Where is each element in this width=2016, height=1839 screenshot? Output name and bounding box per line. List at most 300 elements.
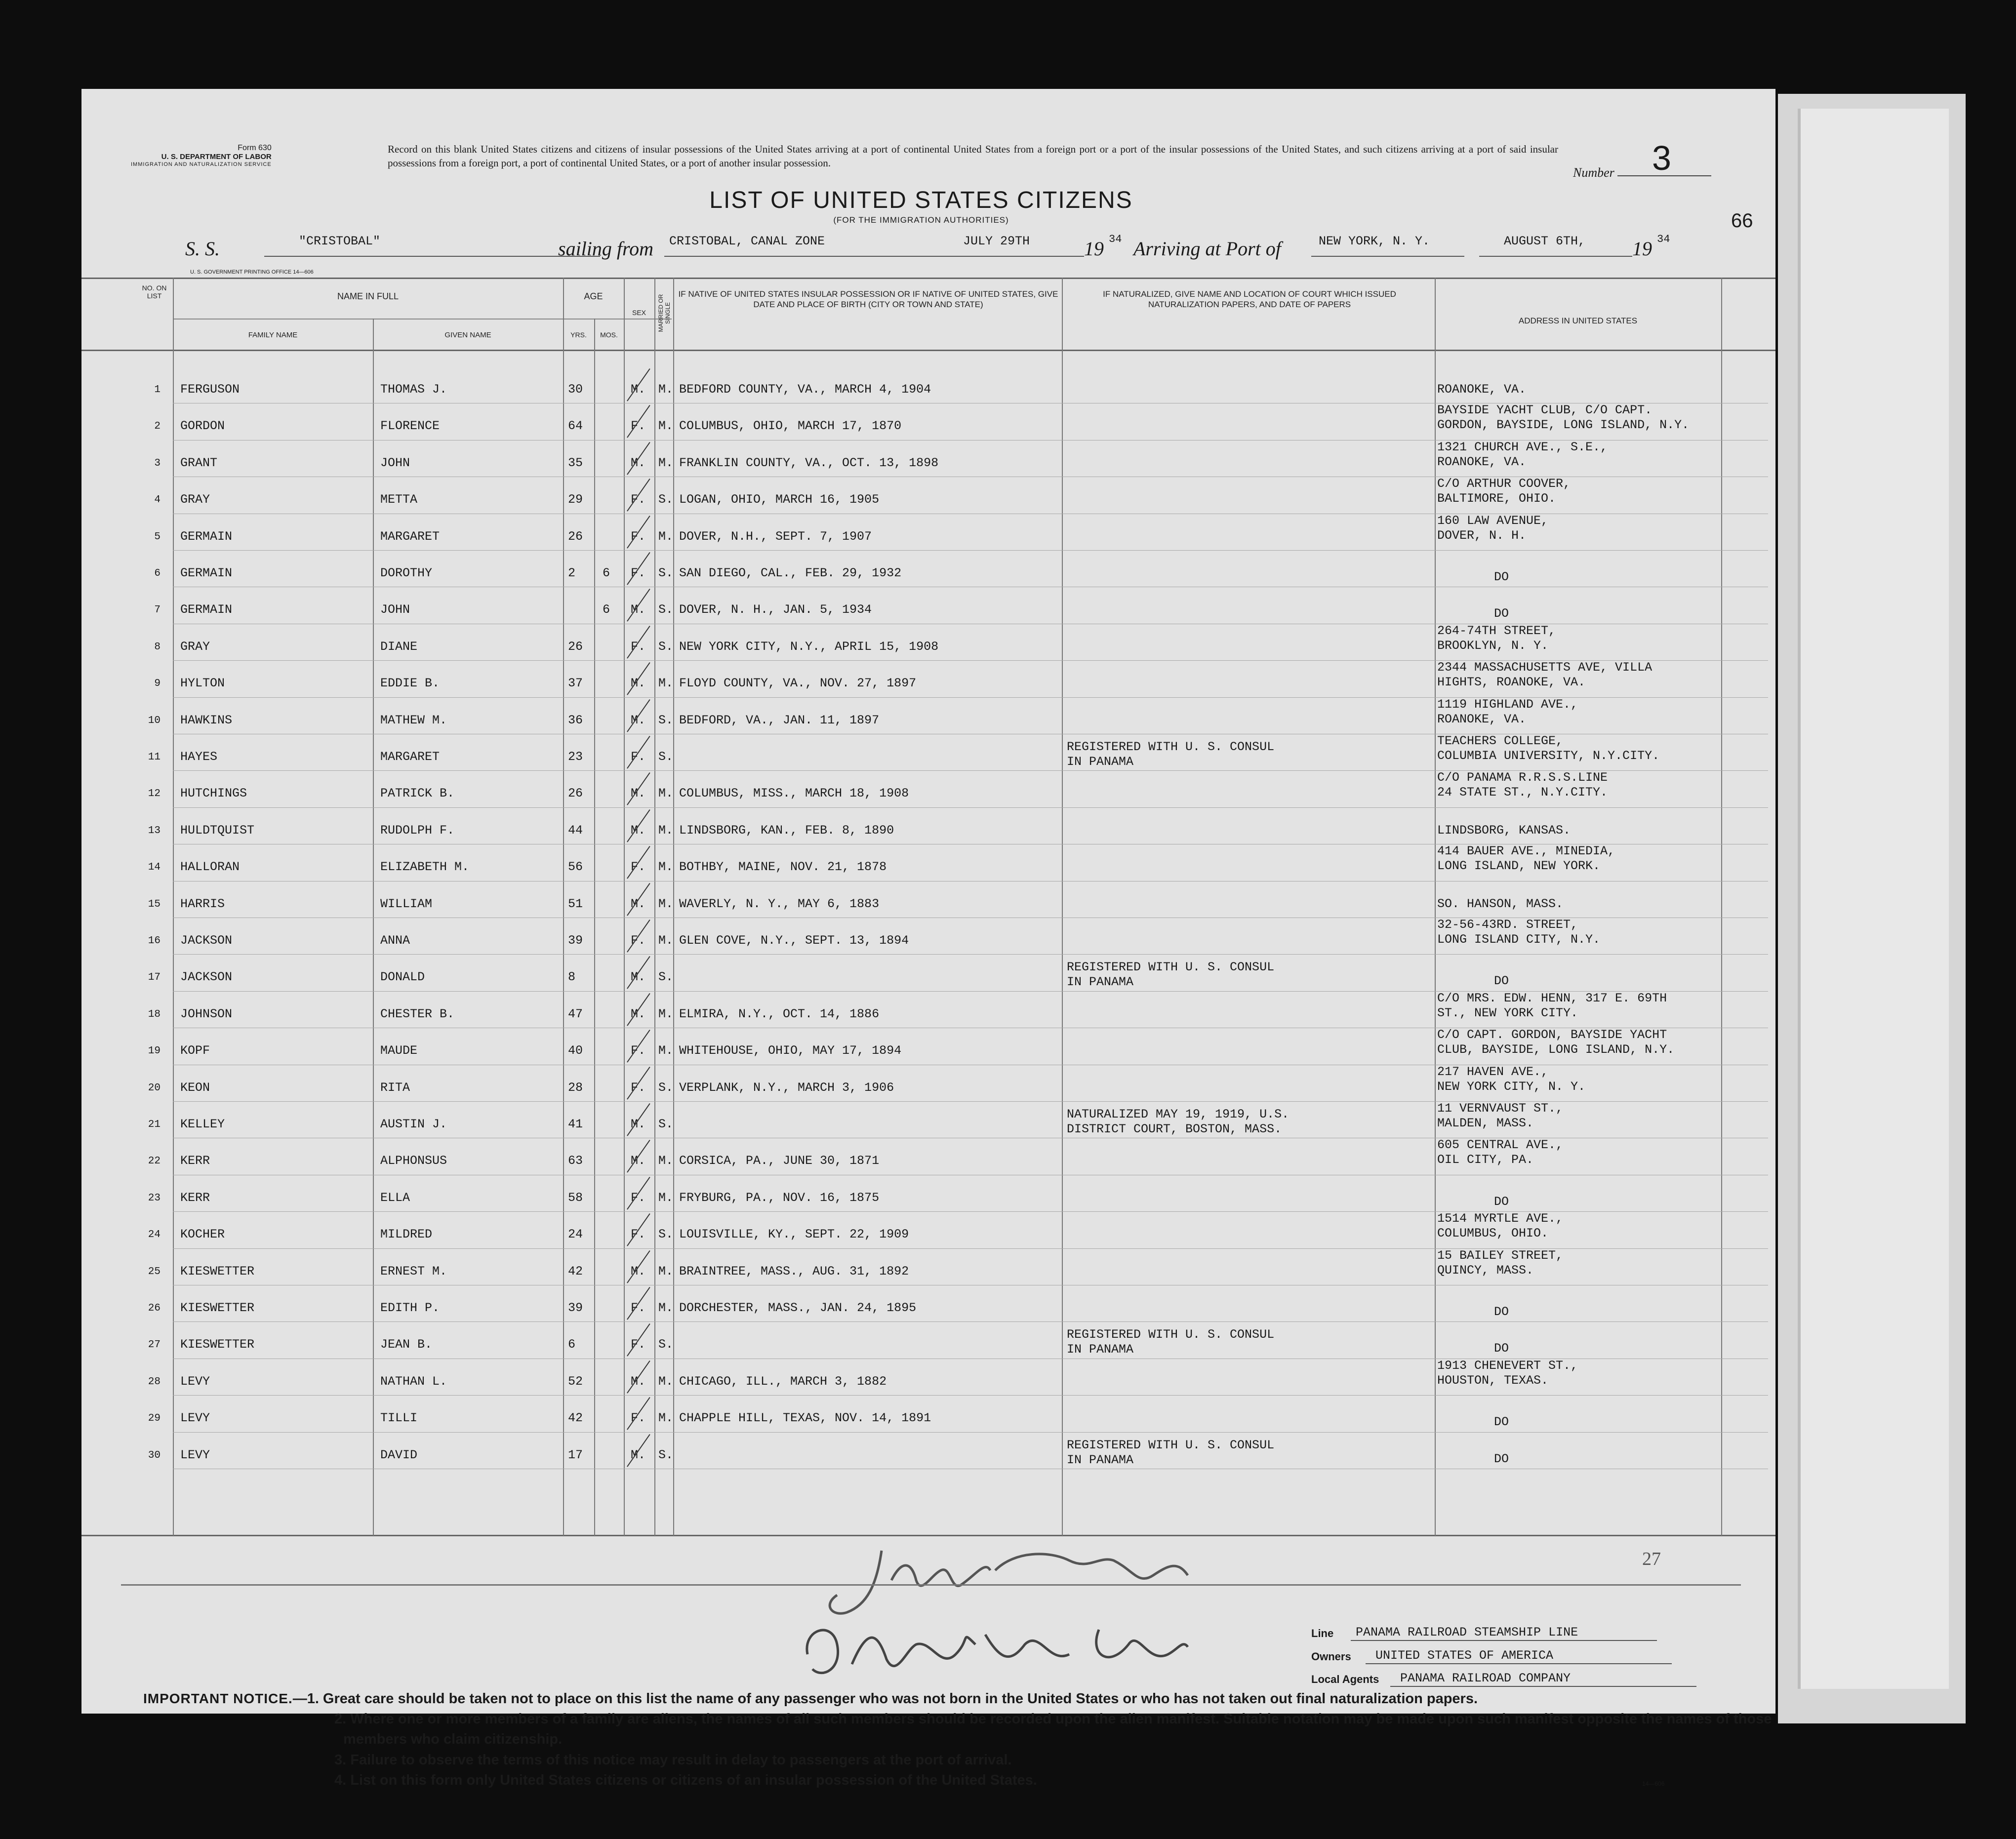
- agents-value: PANAMA RAILROAD COMPANY: [1400, 1671, 1571, 1685]
- given-name-cell: TILLI: [380, 1411, 418, 1426]
- family-name-cell: JACKSON: [180, 970, 233, 985]
- age-years-cell: 51: [568, 896, 583, 911]
- table-row: [81, 1138, 1775, 1183]
- sailing-date: JULY 29TH: [963, 234, 1030, 248]
- address-cell-line: DO: [1494, 606, 1509, 621]
- family-name-cell: FERGUSON: [180, 382, 240, 397]
- marital-status-cell: M.: [658, 1411, 674, 1426]
- row-number: 10: [148, 715, 161, 726]
- row-rule: [173, 1395, 1768, 1396]
- address-cell-line: 32-56-43RD. STREET,: [1437, 918, 1578, 932]
- given-name-cell: MILDRED: [380, 1227, 433, 1242]
- age-years-cell: 26: [568, 639, 583, 654]
- row-number: 6: [154, 568, 161, 579]
- age-years-cell: 23: [568, 750, 583, 764]
- given-name-cell: METTA: [380, 492, 418, 507]
- family-name-cell: JOHNSON: [180, 1006, 233, 1021]
- marital-status-cell: M.: [658, 1301, 674, 1315]
- address-cell-line: COLUMBIA UNIVERSITY, N.Y.CITY.: [1437, 749, 1660, 763]
- sex-cell: M.: [631, 1264, 646, 1279]
- age-years-cell: 36: [568, 713, 583, 727]
- number-label: Number: [1573, 165, 1614, 180]
- age-years-cell: 40: [568, 1043, 583, 1058]
- table-row: [81, 1358, 1775, 1404]
- manifest-page: [81, 89, 1775, 1788]
- family-name-cell: GRAY: [180, 492, 210, 507]
- notice-item-4: 4. List on this form only United States citizens or citizens of an insular possession of the United States.: [334, 1772, 1037, 1788]
- header-birth: IF NATIVE OF UNITED STATES INSULAR POSSESSION OR IF NATIVE OF UNITED STATES, GIVE DATE AND PLACE OF BIRTH (CITY OR TOWN AND STATE): [678, 289, 1058, 310]
- family-name-cell: HARRIS: [180, 896, 225, 911]
- arrival-date-underline: [1479, 256, 1632, 257]
- address-cell-line: 15 BAILEY STREET,: [1437, 1248, 1564, 1263]
- table-row: [81, 1438, 1775, 1478]
- given-name-cell: CHESTER B.: [380, 1006, 455, 1021]
- age-years-cell: 26: [568, 529, 583, 544]
- family-name-cell: GORDON: [180, 419, 225, 434]
- header-given-name: GIVEN NAME: [444, 331, 491, 339]
- given-name-cell: MARGARET: [380, 529, 440, 544]
- birth-cell: CHAPPLE HILL, TEXAS, NOV. 14, 1891: [679, 1411, 931, 1426]
- family-name-cell: HAYES: [180, 750, 218, 764]
- sex-cell: M.: [631, 970, 646, 985]
- marital-status-cell: M.: [658, 419, 674, 434]
- sex-cell: M.: [631, 1154, 646, 1168]
- header-mos: MOS.: [600, 331, 618, 339]
- birth-cell: BEDFORD COUNTY, VA., MARCH 4, 1904: [679, 382, 931, 397]
- naturalization-cell-line: DISTRICT COURT, BOSTON, MASS.: [1067, 1122, 1282, 1136]
- header-married: MARRIED OR SINGLE: [657, 294, 671, 332]
- marital-status-cell: M.: [658, 1374, 674, 1389]
- birth-cell: NEW YORK CITY, N.Y., APRIL 15, 1908: [679, 639, 939, 654]
- birth-cell: BRAINTREE, MASS., AUG. 31, 1892: [679, 1264, 909, 1279]
- birth-cell: DOVER, N. H., JAN. 5, 1934: [679, 602, 872, 617]
- table-row: [81, 559, 1775, 596]
- row-number: 16: [148, 935, 161, 947]
- birth-cell: LINDSBORG, KAN., FEB. 8, 1890: [679, 823, 894, 838]
- year-prefix-2: 19: [1632, 238, 1652, 260]
- age-years-cell: 2: [568, 566, 576, 580]
- given-name-cell: RITA: [380, 1080, 410, 1095]
- given-name-cell: FLORENCE: [380, 419, 440, 434]
- birth-cell: CORSICA, PA., JUNE 30, 1871: [679, 1154, 880, 1168]
- age-years-cell: 41: [568, 1117, 583, 1131]
- official-signature: [793, 1531, 1287, 1694]
- sex-cell: M.: [631, 676, 646, 691]
- address-cell-line: DOVER, N. H.: [1437, 528, 1527, 543]
- given-name-cell: ELLA: [380, 1190, 410, 1205]
- owners-value: UNITED STATES OF AMERICA: [1375, 1648, 1554, 1663]
- header-address: ADDRESS IN UNITED STATES: [1518, 316, 1638, 325]
- sex-cell: F.: [631, 860, 646, 875]
- naturalization-cell-line: IN PANAMA: [1067, 755, 1134, 769]
- marital-status-cell: M.: [658, 382, 674, 397]
- ship-underline: [264, 256, 600, 257]
- birth-cell: DOVER, N.H., SEPT. 7, 1907: [679, 529, 872, 544]
- form-number: Form 630: [238, 144, 272, 152]
- page-title: LIST OF UNITED STATES CITIZENS: [709, 187, 1133, 213]
- voyage-line: [81, 232, 1775, 267]
- age-years-cell: 6: [568, 1337, 576, 1352]
- printer-mark: U. S. GOVERNMENT PRINTING OFFICE 14—606: [190, 269, 314, 275]
- row-number: 11: [148, 752, 161, 763]
- important-notice: [143, 1689, 1783, 1791]
- sex-cell: M.: [631, 455, 646, 470]
- given-name-cell: MAUDE: [380, 1043, 418, 1058]
- family-name-cell: JACKSON: [180, 933, 233, 948]
- arriving-label: Arriving at Port of: [1133, 238, 1281, 260]
- sailing-year: 34: [1109, 233, 1122, 245]
- row-number: 25: [148, 1266, 161, 1278]
- given-name-cell: JEAN B.: [380, 1337, 433, 1352]
- marital-status-cell: S.: [658, 602, 674, 617]
- sex-cell: F.: [631, 419, 646, 434]
- number-value: 3: [1652, 139, 1671, 177]
- header-age: AGE: [584, 291, 603, 301]
- sex-cell: M.: [631, 786, 646, 801]
- table-top-rule: [81, 278, 1775, 279]
- naturalization-cell-line: NATURALIZED MAY 19, 1919, U.S.: [1067, 1107, 1290, 1121]
- given-name-cell: MATHEW M.: [380, 713, 447, 727]
- birth-cell: SAN DIEGO, CAL., FEB. 29, 1932: [679, 566, 902, 580]
- birth-cell: VERPLANK, N.Y., MARCH 3, 1906: [679, 1080, 894, 1095]
- address-cell-line: QUINCY, MASS.: [1437, 1263, 1534, 1278]
- row-number: 19: [148, 1045, 161, 1057]
- address-cell-line: BALTIMORE, OHIO.: [1437, 491, 1556, 506]
- marital-status-cell: M.: [658, 1190, 674, 1205]
- table-row: [81, 1404, 1775, 1440]
- notice-label: IMPORTANT NOTICE.: [143, 1691, 293, 1706]
- table-row: [81, 1294, 1775, 1330]
- header-bottom-rule: [81, 350, 1775, 351]
- notice-item-1: [143, 1689, 1783, 1709]
- address-cell-line: COLUMBUS, OHIO.: [1437, 1226, 1549, 1241]
- line-label: Line: [1311, 1627, 1334, 1639]
- age-years-cell: 24: [568, 1227, 583, 1242]
- age-years-cell: 42: [568, 1411, 583, 1426]
- row-number: 9: [154, 678, 161, 690]
- table-row: [81, 770, 1775, 816]
- row-number: 4: [154, 494, 161, 506]
- row-number: 20: [148, 1082, 161, 1094]
- name-age-divider: [173, 319, 672, 320]
- family-name-cell: GRANT: [180, 455, 218, 470]
- record-instructions: Record on this blank United States citizens and citizens of insular possessions of the United States arriving at a port of continental United States from a foreign port or a port of the insular possessions of the United States, and such citizens arriving at a port of said insular possessions from a foreign port, a port of continental United States, or a port of another insular possession.: [388, 143, 1558, 169]
- family-name-cell: KOPF: [180, 1043, 210, 1058]
- age-years-cell: 52: [568, 1374, 583, 1389]
- marital-status-cell: M.: [658, 823, 674, 838]
- form-code: 14—606: [1642, 1780, 1665, 1787]
- row-rule: [173, 954, 1768, 955]
- family-name-cell: GERMAIN: [180, 602, 233, 617]
- address-cell-line: LONG ISLAND CITY, N.Y.: [1437, 932, 1601, 947]
- address-cell-line: LONG ISLAND, NEW YORK.: [1437, 859, 1601, 874]
- address-cell-line: LINDSBORG, KANSAS.: [1437, 823, 1571, 838]
- given-name-cell: DOROTHY: [380, 566, 433, 580]
- sex-cell: M.: [631, 896, 646, 911]
- sex-cell: F.: [631, 492, 646, 507]
- row-number: 14: [148, 862, 161, 874]
- address-cell-line: DO: [1494, 1415, 1509, 1430]
- sex-cell: F.: [631, 1080, 646, 1095]
- row-number: 2: [154, 421, 161, 433]
- header-yrs: YRS.: [570, 331, 587, 339]
- table-row: [81, 918, 1775, 963]
- family-name-cell: LEVY: [180, 1447, 210, 1462]
- notice-item-2: 2. Where one or more members of a family are aliens, the names of all such members should be recorded upon the alien manifest. Suitable notation may be made upon such manifest opposite the names of those members who claim citizenship.: [334, 1711, 1772, 1748]
- given-name-cell: NATHAN L.: [380, 1374, 447, 1389]
- age-years-cell: 64: [568, 419, 583, 434]
- naturalization-cell-line: IN PANAMA: [1067, 1342, 1134, 1357]
- marital-status-cell: M.: [658, 1264, 674, 1279]
- marital-status-cell: S.: [658, 1227, 674, 1242]
- given-name-cell: AUSTIN J.: [380, 1117, 447, 1131]
- address-cell-line: BROOKLYN, N. Y.: [1437, 638, 1549, 653]
- row-number: 24: [148, 1229, 161, 1241]
- header-no: NO. ON LIST: [142, 284, 167, 300]
- sex-cell: F.: [631, 750, 646, 764]
- birth-cell: GLEN COVE, N.Y., SEPT. 13, 1894: [679, 933, 909, 948]
- address-cell-line: 217 HAVEN AVE.,: [1437, 1064, 1549, 1079]
- birth-cell: CHICAGO, ILL., MARCH 3, 1882: [679, 1374, 887, 1389]
- marital-status-cell: M.: [658, 529, 674, 544]
- address-cell-line: 160 LAW AVENUE,: [1437, 513, 1549, 528]
- age-years-cell: 37: [568, 676, 583, 691]
- given-name-cell: JOHN: [380, 455, 410, 470]
- marital-status-cell: S.: [658, 1080, 674, 1095]
- row-number: 13: [148, 825, 161, 837]
- family-name-cell: KELLEY: [180, 1117, 225, 1131]
- birth-cell: LOGAN, OHIO, MARCH 16, 1905: [679, 492, 880, 507]
- sex-cell: M.: [631, 1447, 646, 1462]
- sex-cell: M.: [631, 382, 646, 397]
- given-name-cell: PATRICK B.: [380, 786, 455, 801]
- sex-cell: M.: [631, 823, 646, 838]
- owners-field: [1311, 1648, 1554, 1663]
- marital-status-cell: S.: [658, 970, 674, 985]
- header-sex: SEX: [632, 309, 646, 317]
- agents-label: Local Agents: [1311, 1673, 1379, 1685]
- given-name-cell: ANNA: [380, 933, 410, 948]
- family-name-cell: KIESWETTER: [180, 1264, 255, 1279]
- given-name-cell: JOHN: [380, 602, 410, 617]
- sex-cell: F.: [631, 1190, 646, 1205]
- address-cell-line: 24 STATE ST., N.Y.CITY.: [1437, 785, 1608, 800]
- address-cell-line: C/O ARTHUR COOVER,: [1437, 477, 1571, 491]
- family-name-cell: HULDTQUIST: [180, 823, 255, 838]
- row-number: 8: [154, 641, 161, 653]
- row-number: 3: [154, 457, 161, 469]
- address-cell-line: SO. HANSON, MASS.: [1437, 896, 1564, 911]
- row-number: 21: [148, 1119, 161, 1130]
- address-cell-line: HIGHTS, ROANOKE, VA.: [1437, 675, 1586, 690]
- family-name-cell: GERMAIN: [180, 566, 233, 580]
- row-number: 12: [148, 788, 161, 800]
- page-number: 66: [1731, 210, 1753, 232]
- ship-name: "CRISTOBAL": [299, 234, 381, 248]
- birth-cell: BOTHBY, MAINE, NOV. 21, 1878: [679, 860, 887, 875]
- address-cell-line: 414 BAUER AVE., MINEDIA,: [1437, 844, 1615, 859]
- age-years-cell: 44: [568, 823, 583, 838]
- marital-status-cell: S.: [658, 1337, 674, 1352]
- family-name-cell: KEON: [180, 1080, 210, 1095]
- address-cell-line: C/O PANAMA R.R.S.S.LINE: [1437, 770, 1608, 785]
- family-name-cell: HUTCHINGS: [180, 786, 247, 801]
- family-name-cell: HAWKINS: [180, 713, 233, 727]
- naturalization-cell-line: IN PANAMA: [1067, 1452, 1134, 1467]
- age-years-cell: 30: [568, 382, 583, 397]
- row-number: 5: [154, 531, 161, 543]
- family-name-cell: GERMAIN: [180, 529, 233, 544]
- header-name-in-full: NAME IN FULL: [337, 291, 399, 301]
- address-cell-line: OIL CITY, PA.: [1437, 1153, 1534, 1167]
- marital-status-cell: S.: [658, 750, 674, 764]
- header-naturalized: IF NATURALIZED, GIVE NAME AND LOCATION OF COURT WHICH ISSUED NATURALIZATION PAPERS, AND DATE OF PAPERS: [1103, 289, 1396, 310]
- marital-status-cell: M.: [658, 1043, 674, 1058]
- row-number: 15: [148, 898, 161, 910]
- address-cell-line: DO: [1494, 974, 1509, 989]
- address-cell-line: 1913 CHENEVERT ST.,: [1437, 1358, 1578, 1373]
- sex-cell: M.: [631, 1374, 646, 1389]
- age-years-cell: 56: [568, 860, 583, 875]
- service-name: IMMIGRATION AND NATURALIZATION SERVICE: [131, 161, 272, 168]
- given-name-cell: EDITH P.: [380, 1301, 440, 1315]
- line-underline: [1351, 1640, 1657, 1641]
- line-field: [1311, 1625, 1578, 1640]
- address-cell-line: 2344 MASSACHUSETTS AVE, VILLA: [1437, 660, 1653, 675]
- given-name-cell: DONALD: [380, 970, 425, 985]
- given-name-cell: ALPHONSUS: [380, 1154, 447, 1168]
- given-name-cell: THOMAS J.: [380, 382, 447, 397]
- ss-label: S. S.: [185, 238, 220, 260]
- address-cell-line: NEW YORK CITY, N. Y.: [1437, 1079, 1586, 1094]
- marital-status-cell: M.: [658, 1006, 674, 1021]
- table-row: [81, 844, 1775, 889]
- address-cell-line: 1321 CHURCH AVE., S.E.,: [1437, 440, 1608, 454]
- birth-cell: FRYBURG, PA., NOV. 16, 1875: [679, 1190, 880, 1205]
- address-cell-line: C/O MRS. EDW. HENN, 317 E. 69TH: [1437, 991, 1667, 1005]
- family-name-cell: KIESWETTER: [180, 1301, 255, 1315]
- sex-cell: F.: [631, 1043, 646, 1058]
- age-years-cell: 58: [568, 1190, 583, 1205]
- address-cell-line: DO: [1494, 1194, 1509, 1209]
- address-cell-line: DO: [1494, 1305, 1509, 1319]
- marital-status-cell: S.: [658, 1447, 674, 1462]
- address-cell-line: C/O CAPT. GORDON, BAYSIDE YACHT: [1437, 1028, 1667, 1042]
- family-name-cell: HALLORAN: [180, 860, 240, 875]
- naturalization-cell-line: REGISTERED WITH U. S. CONSUL: [1067, 1438, 1275, 1452]
- address-cell-line: 264-74TH STREET,: [1437, 623, 1556, 638]
- address-cell-line: 1119 HIGHLAND AVE.,: [1437, 697, 1578, 712]
- department-name: U. S. DEPARTMENT OF LABOR: [161, 153, 272, 161]
- row-number: 29: [148, 1413, 161, 1425]
- agents-field: [1311, 1671, 1571, 1686]
- address-cell-line: HOUSTON, TEXAS.: [1437, 1373, 1549, 1388]
- sex-cell: F.: [631, 1337, 646, 1352]
- address-cell-line: GORDON, BAYSIDE, LONG ISLAND, N.Y.: [1437, 418, 1690, 433]
- footer-rule: [121, 1584, 1741, 1586]
- address-cell-line: 605 CENTRAL AVE.,: [1437, 1138, 1564, 1153]
- age-years-cell: 47: [568, 1006, 583, 1021]
- age-years-cell: 35: [568, 455, 583, 470]
- age-years-cell: 63: [568, 1154, 583, 1168]
- birth-cell: FRANKLIN COUNTY, VA., OCT. 13, 1898: [679, 455, 939, 470]
- row-number: 7: [154, 604, 161, 616]
- sex-cell: M.: [631, 713, 646, 727]
- given-name-cell: RUDOLPH F.: [380, 823, 455, 838]
- age-years-cell: 39: [568, 1301, 583, 1315]
- row-rule: [173, 807, 1768, 808]
- page-subtitle: (FOR THE IMMIGRATION AUTHORITIES): [833, 215, 1009, 225]
- year-prefix-1: 19: [1084, 238, 1104, 260]
- row-number: 30: [148, 1449, 161, 1461]
- adjacent-page-strip: [1798, 109, 1949, 1689]
- naturalization-cell-line: REGISTERED WITH U. S. CONSUL: [1067, 1327, 1275, 1342]
- given-name-cell: ERNEST M.: [380, 1264, 447, 1279]
- row-number: 27: [148, 1339, 161, 1351]
- row-number: 28: [148, 1376, 161, 1388]
- age-months-cell: 6: [603, 566, 610, 580]
- marital-status-cell: M.: [658, 455, 674, 470]
- marital-status-cell: M.: [658, 786, 674, 801]
- marital-status-cell: M.: [658, 1154, 674, 1168]
- arrival-date: AUGUST 6TH,: [1504, 234, 1586, 248]
- age-years-cell: 17: [568, 1447, 583, 1462]
- sailing-label: sailing from: [558, 238, 653, 260]
- naturalization-cell-line: REGISTERED WITH U. S. CONSUL: [1067, 960, 1275, 975]
- address-cell-line: DO: [1494, 1341, 1509, 1356]
- row-rule: [173, 550, 1768, 551]
- family-name-cell: KERR: [180, 1154, 210, 1168]
- family-name-cell: KOCHER: [180, 1227, 225, 1242]
- line-value: PANAMA RAILROAD STEAMSHIP LINE: [1356, 1625, 1578, 1639]
- marital-status-cell: S.: [658, 713, 674, 727]
- given-name-cell: EDDIE B.: [380, 676, 440, 691]
- birth-cell: ELMIRA, N.Y., OCT. 14, 1886: [679, 1006, 880, 1021]
- family-name-cell: GRAY: [180, 639, 210, 654]
- address-cell-line: TEACHERS COLLEGE,: [1437, 734, 1564, 748]
- owners-label: Owners: [1311, 1650, 1351, 1663]
- arrival-year: 34: [1657, 233, 1670, 245]
- age-years-cell: 42: [568, 1264, 583, 1279]
- birth-cell: WAVERLY, N. Y., MAY 6, 1883: [679, 896, 880, 911]
- row-number: 17: [148, 972, 161, 984]
- marital-status-cell: M.: [658, 860, 674, 875]
- marital-status-cell: M.: [658, 896, 674, 911]
- address-cell-line: CLUB, BAYSIDE, LONG ISLAND, N.Y.: [1437, 1042, 1675, 1057]
- address-cell-line: DO: [1494, 1451, 1509, 1466]
- row-number: 23: [148, 1192, 161, 1204]
- margin-note: 27: [1642, 1549, 1661, 1569]
- birth-cell: BEDFORD, VA., JAN. 11, 1897: [679, 713, 880, 727]
- given-name-cell: WILLIAM: [380, 896, 433, 911]
- sex-cell: F.: [631, 639, 646, 654]
- form-identifier: [131, 143, 272, 168]
- header-family-name: FAMILY NAME: [248, 331, 298, 339]
- arrival-port: NEW YORK, N. Y.: [1319, 234, 1430, 248]
- family-name-cell: LEVY: [180, 1411, 210, 1426]
- given-name-cell: DAVID: [380, 1447, 418, 1462]
- address-cell-line: ROANOKE, VA.: [1437, 454, 1527, 469]
- address-cell-line: 11 VERNVAUST ST.,: [1437, 1101, 1564, 1116]
- age-years-cell: 26: [568, 786, 583, 801]
- family-name-cell: HYLTON: [180, 676, 225, 691]
- sex-cell: F.: [631, 933, 646, 948]
- address-cell-line: MALDEN, MASS.: [1437, 1116, 1534, 1130]
- given-name-cell: MARGARET: [380, 750, 440, 764]
- notice-text-1: —1. Great care should be taken not to place on this list the name of any passenger who was not born in the United States or who has not taken out final naturalization papers.: [292, 1691, 1478, 1707]
- row-number: 22: [148, 1156, 161, 1167]
- table-row: [81, 1248, 1775, 1294]
